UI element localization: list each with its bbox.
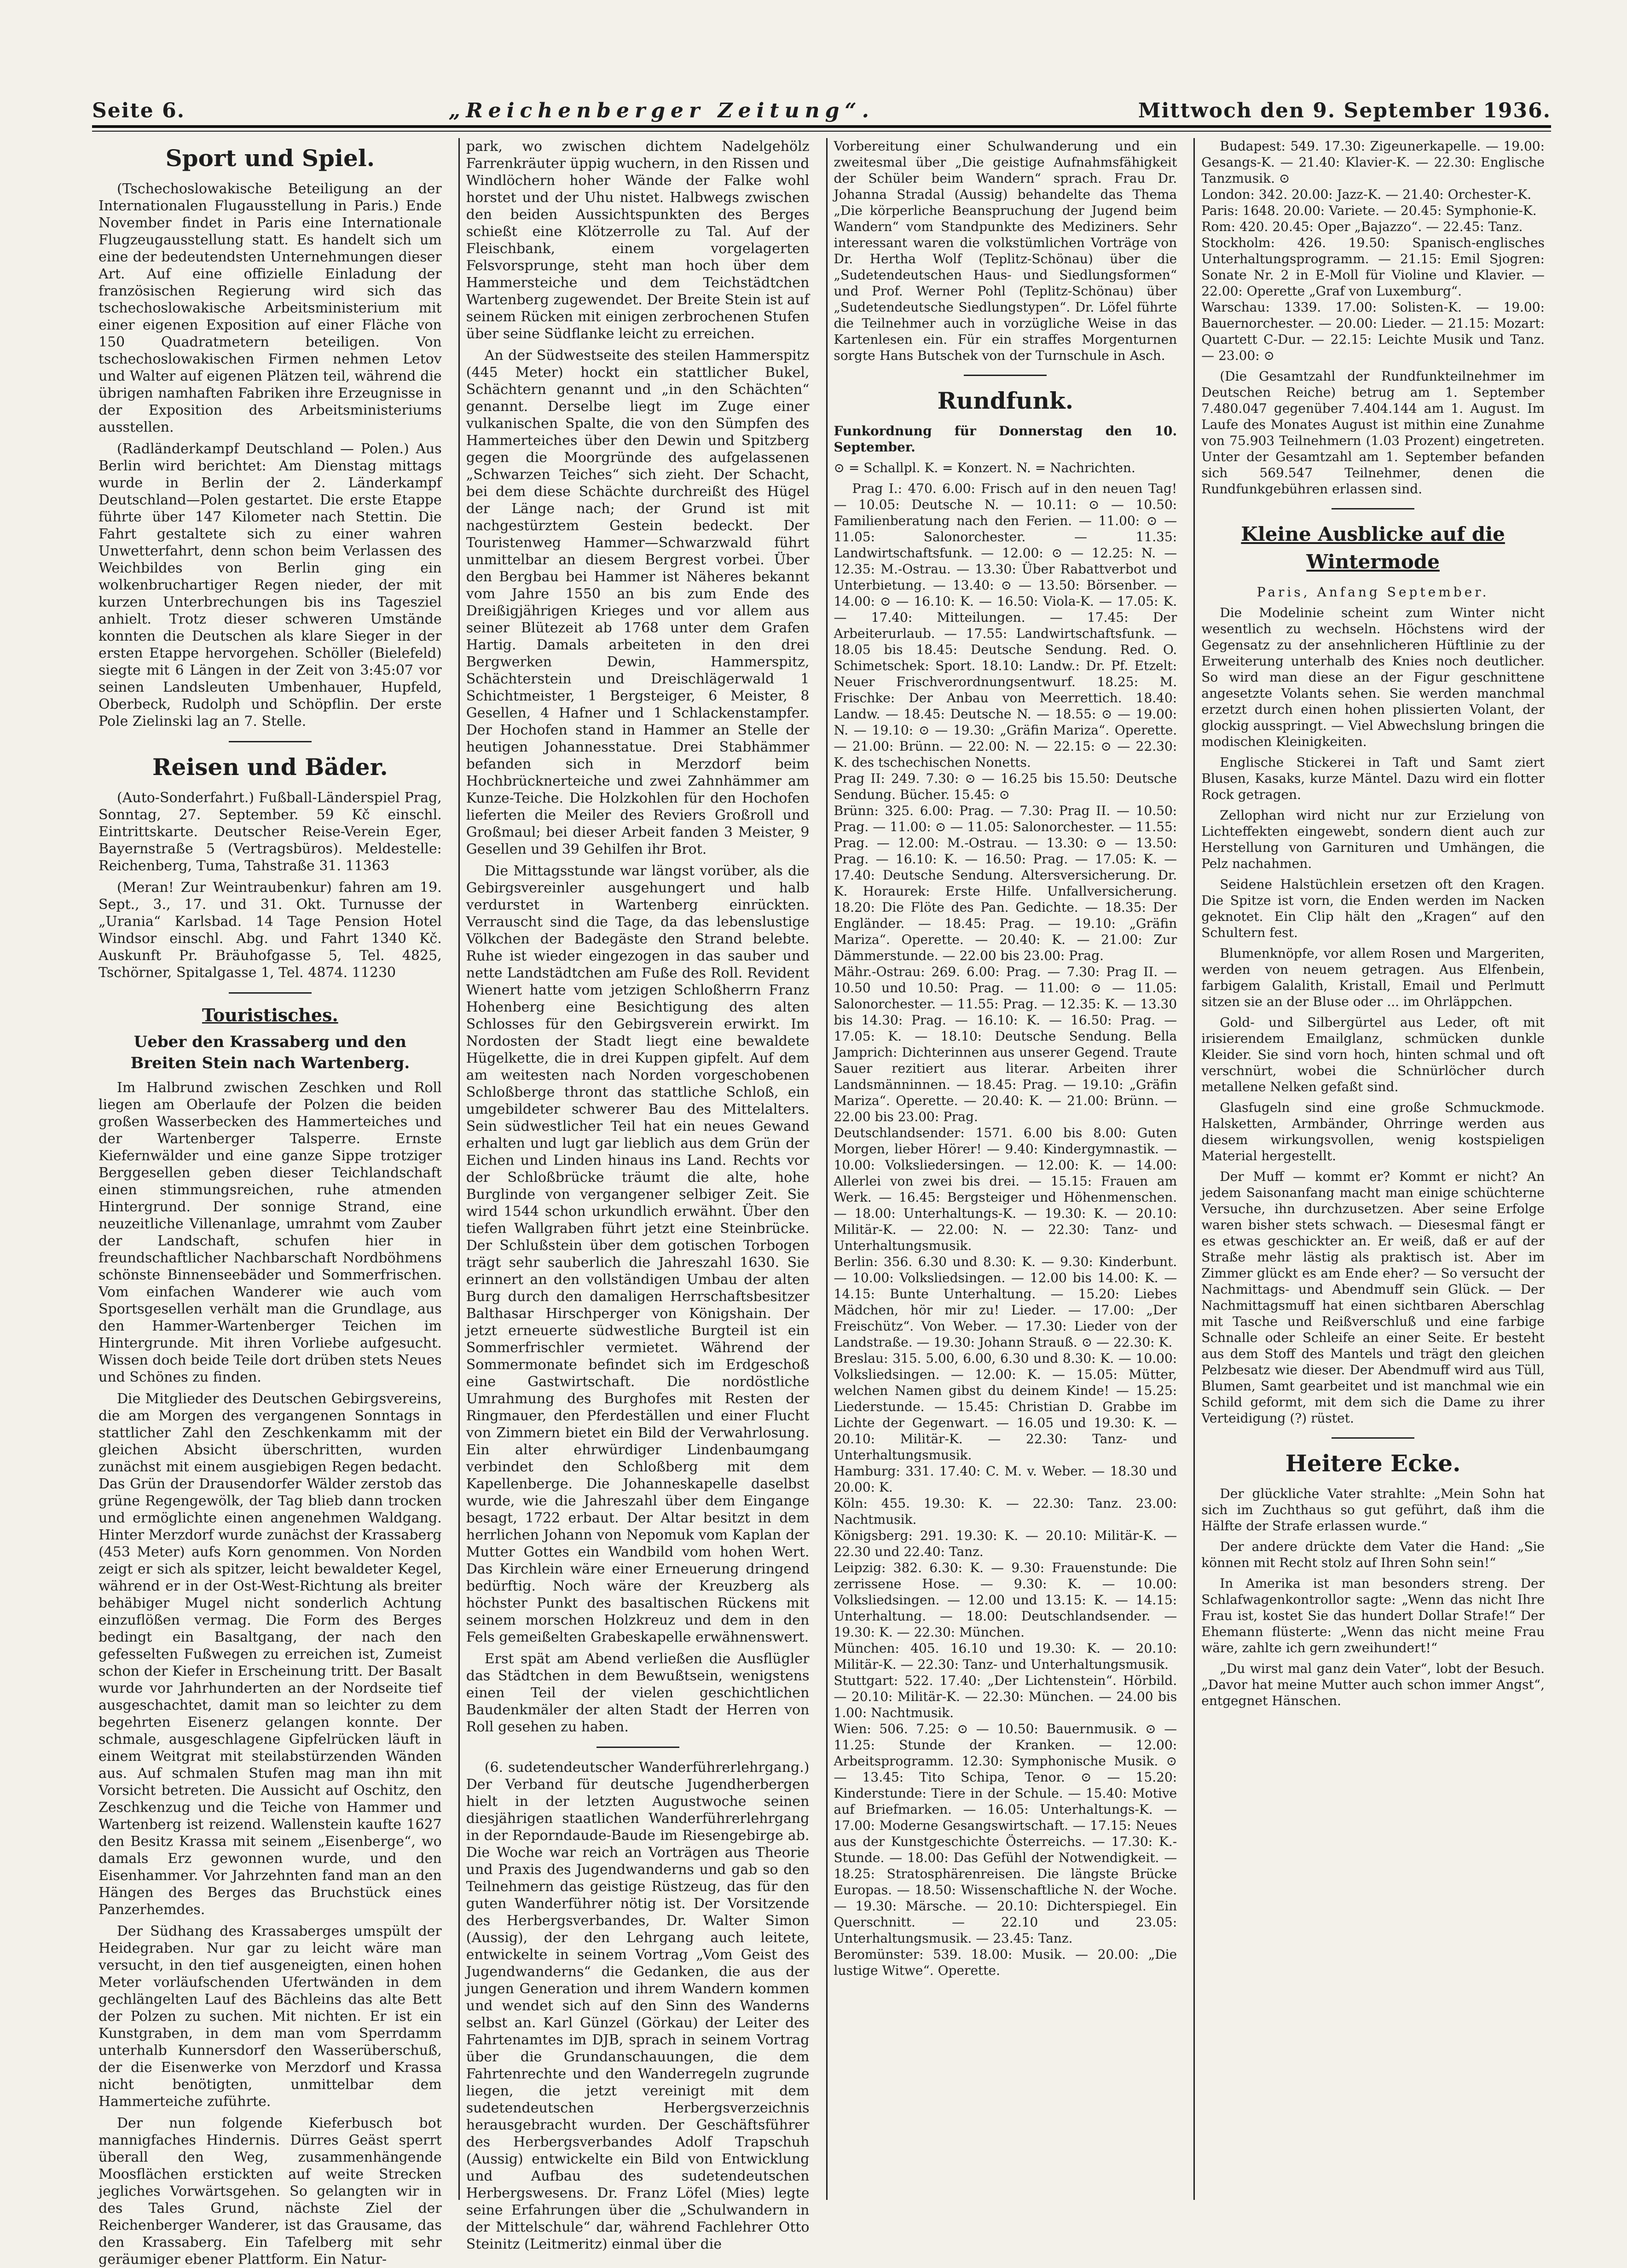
- divider: [1332, 1437, 1414, 1439]
- columns: [92, 138, 1551, 2268]
- article-paragraph: (Auto-Sonderfahrt.) Fußball-Länderspiel Prag, Sonntag, 27. September. 59 Kč einschl. Eintrittskarte. Deutscher Reise-Verein Eger, Bayernstraße 5 (Vertragsbüros). Meldestelle: Reichenberg, Tuma, Tahstraße 31. 11363: [98, 790, 442, 874]
- article-paragraph: Der Muff — kommt er? Kommt er nicht? An jedem Saisonanfang macht man einige schüchterne Versuche, ihn durchzusetzen. Aber seine Erfolge waren bisher stets schwach. — Diesesmal fängt er es etwas geschickter an. Er weiß, daß er auf der Straße mehr lästig als praktisch ist. Aber im Zimmer glückt es am Ende eher? — So versucht der Nachmittags- und Abendmuff sein Glück. — Der Nachmittagsmuff hat einen sichtbaren Aberschlag mit Tasche und Reißverschluß und eine farbige Schnalle oder Schleife an einer Seite. Er besteht aus dem Stoff des Mantels und trägt den gleichen Pelzbesatz wie dieser. Der Abendmuff wird aus Tüll, Blumen, Samt gearbeitet und ist manchmal wie ein Schild geformt, mit dem sich die Dame zu ihrer Verteidigung (?) rüstet.: [1201, 1169, 1545, 1426]
- article-headline: Ueber den Krassaberg und den Breiten Stein nach Wartenberg.: [130, 1033, 410, 1072]
- article-paragraph: Erst spät am Abend verließen die Ausflügler das Städtchen in dem Bewußtsein, wenigstens einen Teil der vielen geschichtlichen Baudenkmäler der alten Stadt der Herren von Roll gesehen zu haben.: [466, 1651, 810, 1735]
- article-paragraph: An der Südwestseite des steilen Hammerspitz (445 Meter) hockt ein stattlicher Bukel, Schächtern genannt und „in den Schächten“ genannt. Derselbe liegt im Zuge einer vulkanischen Spalte, die von den Sümpfen des Hammerteiches über den Dewin und Spitzberg gegen die Moorgründe des aufgelassenen „Schwarzen Teiches“ sich zieht. Der Schacht, bei dem diese Schächte durchreißt des Hügel der Länge nach; der Grund ist mit nachgestürztem Gestein bedeckt. Der Touristenweg Hammer—Schwarzwald führt unmittelbar an diesem Bergrest vorbei. Über den Bergbau bei Hammer ist Näheres bekannt vom Jahre 1550 an bis zum Ende des Dreißigjährigen Krieges und vor allem aus seiner Blütezeit ab 1768 unter dem Grafen Hartig. Damals arbeiteten in den drei Bergwerken Dewin, Hammerspitz, Schächterstein und Dreischlägerwald 1 Schichtmeister, 1 Bergsteiger, 6 Meister, 8 Gesellen, 4 Hafner und 1 Schlackenstampfer. Der Hochofen stand in Hammer an Stelle der heutigen Johannesstatue. Drei Stabhämmer befanden sich in Merzdorf beim Hochbrücknerteiche und zwei Zahnhämmer am Kunze-Teiche. Die Holzkohlen für den Hochofen lieferten die Meiler des Reviers Großroll und Großmaul; bei dieser Arbeit fanden 3 Meister, 9 Gesellen und 39 Gehilfen ihr Brot.: [466, 347, 810, 857]
- column-4: [1193, 138, 1551, 2200]
- dateline: Paris, Anfang September.: [1256, 584, 1489, 600]
- article-paragraph: Vorbereitung einer Schulwanderung und ein zweitesmal über „Die geistige Aufnahmsfähigkeit der Schüler beim Wandern“ sprach. Frau Dr. Johanna Stradal (Aussig) behandelte das Thema „Die körperliche Beanspruchung der Jugend beim Wandern“ vom Standpunkte des Mediziners. Sehr interessant waren die volkstümlichen Vorträge von Dr. Hertha Wolf (Teplitz-Schönau) über die „Sudetendeutschen Haus- und Siedlungsformen“ und Prof. Werner Pohl (Teplitz-Schönau) über „Sudetendeutsche Siedlungstypen“. Dr. Löfel führte die Teilnehmer auch in vorzügliche Weise in das Kartenlesen ein. Für ein straffes Morgenturnen sorgte Hans Butschek von der Turnschule in Asch.: [834, 139, 1177, 363]
- article-paragraph: Der Südhang des Krassaberges umspült der Heidegraben. Nur gar zu leicht wäre man versucht, in den tief ausgeneigten, einen hohen Meter vorläufschenden Ufertwänden in dem gechlängelten Lauf des Bächleins das alte Bett der Polzen zu suchen. Mit nichten. Er ist ein Kunstgraben, in dem man vom Sperrdamm unterhalb Kunnersdorf den Wasserüberschuß, der die Eisenwerke von Merzdorf und Krassa nicht benötigten, unmittelbar dem Hammerteiche zuführte.: [98, 1923, 442, 2110]
- divider: [229, 741, 312, 742]
- article-paragraph: (Radländerkampf Deutschland — Polen.) Aus Berlin wird berichtet: Am Dienstag mittags wurde in Berlin der 2. Länderkampf Deutschland—Polen gestartet. Die erste Etappe führte über 147 Kilometer nach Stettin. Die Fahrt gestaltete sich zu einer wahren Unwetterfahrt, denn schon beim Verlassen des Weichbildes von Berlin ging ein wolkenbruchartiger Regen nieder, der mit kurzen Unterbrechungen bis ins Tagesziel anhielt. Trotz dieser schweren Umstände konnten die Deutschen als klare Sieger in der ersten Etappe hervorgehen. Schöller (Bielefeld) siegte mit 6 Längen in der Zeit von 3:45:07 vor seinen Landsleuten Umbenhauer, Hupfeld, Oberbeck, Rudolph und Schöpflin. Der erste Pole Zielinski lag an 7. Stelle.: [98, 441, 442, 729]
- divider: [596, 1747, 679, 1748]
- column-3: [826, 138, 1184, 2200]
- article-paragraph: (Tschechoslowakische Beteiligung an der Internationalen Flugausstellung in Paris.) Ende November findet in Paris eine Internationale Flugzeugausstellung statt. Es handelt sich um eine der bedeutendsten Unternehmungen dieser Art. Auf eine offizielle Einladung der französischen Regierung wird sich das tschechoslowakische Arbeitsministerium mit einer eigenen Exposition auf einer Fläche von 150 Quadratmetern beteiligen. Von tschechoslowakischen Firmen nehmen Letov und Walter auf eigenen Plätzen teil, während die übrigen namhaften Fabriken ihre Erzeugnisse in der Exposition des Arbeitsministeriums ausstellen.: [98, 181, 442, 435]
- newspaper-title: „Reichenberger Zeitung“.: [448, 99, 874, 122]
- section-title-reisen: Reisen und Bäder.: [152, 753, 388, 781]
- section-title-heitere-ecke: Heitere Ecke.: [1285, 1450, 1461, 1477]
- article-paragraph: Englische Stickerei in Taft und Samt ziert Blusen, Kasaks, kurze Mäntel. Dazu wird ein flotter Rock getragen.: [1201, 755, 1545, 802]
- article-paragraph: Der nun folgende Kieferbusch bot mannigfaches Hindernis. Dürres Geäst sperrt überall den Weg, zusammenhängende Moosflächen erstickten auf weite Strecken jegliches Vorwärtsgehen. So gelangten wir in des Tales Grund, nächste Ziel der Reichenberger Wanderer, ist das Grausame, das den Krassaberg. Ein Tafelberg mit sehr geräumiger ebener Plattform. Ein Natur-: [98, 2115, 442, 2268]
- radio-programs-foreign: Budapest: 549. 17.30: Zigeunerkapelle. — 19.00: Gesangs-K. — 21.40: Klavier-K. — 22.30: Englische Tanzmusik. ⊙ London: 342. 20.00: Jazz-K. — 21.40: Orchester-K. Paris: 1648. 20.00: Variete. — 20.45: Symphonie-K. Rom: 420. 20.45: Oper „Bajazzo“. — 22.45: Tanz. Stockholm: 426. 19.50: Spanisch-englisches Unterhaltungsprogramm. — 21.15: Emil Sjogren: Sonate Nr. 2 in E-Moll für Violine und Klavier. — 22.00: Operette „Graf von Luxemburg“. Warschau: 1339. 17.00: Solisten-K. — 19.00: Bauernorchester. — 20.00: Lieder. — 21.15: Mozart: Quartett C-Dur. — 22.15: Leichte Musik und Tanz. — 23.00: ⊙: [1201, 139, 1545, 363]
- page-header: [92, 90, 1551, 122]
- column-2: [458, 138, 816, 2252]
- joke-paragraph: „Du wirst mal ganz dein Vater“, lobt der Besuch. „Davor hat meine Mutter auch schon immer Angst“, entgegnet Hänschen.: [1201, 1661, 1545, 1708]
- article-paragraph: Die Mitglieder des Deutschen Gebirgsvereins, die am Morgen des vergangenen Sonntags in stattlicher Zahl den Zeschkenkamm mit der gleichen Absicht überschritten, wurden zunächst mit einem ausgiebigen Regen bedacht. Das Grün der Drausendorfer Wälder zerstob das grüne Regengewölk, der Tag blieb dann trocken und ermöglichte einen angenehmen Waldgang. Hinter Merzdorf wurde zunächst der Krassaberg (453 Meter) aufs Korn genommen. Von Norden zeigt er sich als spitzer, leicht bewaldeter Kegel, während er in der Ost-West-Richtung als breiter behäbiger Mugel nicht sonderlich Achtung einzuflößen vermag. Die Form des Berges bedingt ein Basaltgang, der nach den gefesselten Fußwegen zu erreichen ist, Zumeist schon der Kiefer in Erscheinung tritt. Der Basalt wurde vor Jahrhunderten an der Nordseite tief ausgeschachtet, damit man so leichter zu dem begehrten Eisenerz gelangen konnte. Der schmale, ausgeschlagene Gipfelrücken läuft in einem Weitgrat mit steilabstürzenden Wänden aus. Auf schmalen Stufen mag man ihn mit Vorsicht betreten. Die Aussicht auf Oschitz, den Zeschkenzug und die Teiche von Hammer und Wartenberg ist reizend. Wallenstein kaufte 1627 den Besitz Krassa mit seinem „Eisenberge“, wo damals Erz gewonnen wurde, und den Eisenhammer. Vor Jahrzehnten fand man an den Hängen des Berges das Bruchstück eines Panzerhemdes.: [98, 1391, 442, 1918]
- article-paragraph: Blumenknöpfe, vor allem Rosen und Margeriten, werden von neuem getragen. Aus Elfenbein, farbigem Galalith, Kristall, Email und Perlmutt sitzen sie an der Bluse oder ... im Ohrläppchen.: [1201, 946, 1545, 1009]
- joke-paragraph: Der glückliche Vater strahlte: „Mein Sohn hat sich im Zuchthaus so gut geführt, daß ihm die Hälfte der Strafe erlassen wurde.“: [1201, 1486, 1545, 1533]
- article-paragraph: park, wo zwischen dichtem Nadelgehölz Farrenkräuter üppig wuchern, in den Rissen und Windlöchern hoher Wände der Falke wohl horstet und der Uhu nistet. Halbwegs zwischen den beiden Aussichtspunkten des Berges schießt eine Klötzerrolle zu Tal. Auf der Fleischbank, einem vorgelagerten Felsvorsprunge, steht man hoch über dem Hammersteiche und dem Teichstädtchen Wartenberg zugewendet. Der Breite Stein ist auf seinem Rücken mit einigen zerbrochenen Stufen über seine Südflanke leicht zu erreichen.: [466, 139, 810, 342]
- section-title-sport: Sport und Spiel.: [165, 145, 375, 172]
- divider: [229, 992, 312, 994]
- radio-programs: Prag I.: 470. 6.00: Frisch auf in den neuen Tag! — 10.05: Deutsche N. — 10.11: ⊙ — 10.50: Familienberatung nach den Ferien. — 11.00: ⊙ — 11.05: Salonorchester. — 11.35: Landwirtschaftsfunk. — 12.00: ⊙ — 12.25: N. — 12.35: M.-Ostrau. — 13.30: Über Rabattverbot und Unterbietung. — 13.40: ⊙ — 13.50: Börsenber. — 14.00: ⊙ — 16.10: K. — 16.50: Viola-K. — 17.05: K. — 17.40: Mitteilungen. — 17.45: Der Arbeiterurlaub. — 17.55: Landwirtschaftsfunk. — 18.05 bis 18.45: Deutsche Sendung. Red. O. Schimetschek: Sport. 18.10: Landw.: Dr. Pf. Etzelt: Neuer Frischverordnungsentwurf. 18.25: M. Frischke: Der Anbau von Meerrettich. 18.40: Landw. — 18.45: Deutsche N. — 18.55: ⊙ — 19.00: N. — 19.10: ⊙ — 19.30: „Gräfin Mariza“. Operette. — 21.00: Brünn. — 22.00: N. — 22.15: ⊙ — 22.30: K. des tschechischen Nonetts. Prag II: 249. 7.30: ⊙ — 16.25 bis 15.50: Deutsche Sendung. Bücher. 15.45: ⊙ Brünn: 325. 6.00: Prag. — 7.30: Prag II. — 10.50: Prag. — 11.00: ⊙ — 11.05: Salonorchester. — 11.55: Prag. — 12.00: M.-Ostrau. — 13.30: ⊙ — 13.50: Prag. — 16.10: K. — 16.50: Prag. — 17.05: K. — 17.40: Deutsche Sendung. Altersversicherung. Dr. K. Horaurek: Erste Hilfe. Unfallversicherung. 18.20: Die Flöte des Pan. Gedichte. — 18.35: Der Engländer. — 18.45: Prag. — 19.10: „Gräfin Mariza“. Operette. — 20.40: K. — 21.00: Zur Dämmerstunde. — 22.00 bis 23.00: Prag. Mähr.-Ostrau: 269. 6.00: Prag. — 7.30: Prag II. — 10.50 und 10.50: Prag. — 11.00: ⊙ — 11.05: Salonorchester. — 11.55: Prag. — 12.35: K. — 13.30 bis 14.30: Prag. — 16.10: K. — 16.50: Prag. — 17.05: K. — 18.10: Deutsche Sendung. Bella Jamprich: Dichterinnen aus unserer Gegend. Traute Sauer rezitiert aus literar. Arbeiten ihrer Landsmänninnen. — 18.45: Prag. — 19.10: „Gräfin Mariza“. Operette. — 20.40: K. — 21.00: Brünn. — 22.00 bis 23.00: Prag. Deutschlandsender: 1571. 6.00 bis 8.00: Guten Morgen, lieber Hörer! — 9.40: Kindergymnastik. — 10.00: Volksliedersingen. — 12.00: K. — 14.00: Allerlei von zwei bis drei. — 15.15: Frauen am Werk. — 16.45: Bergsteiger und Höhenmenschen. — 18.00: Unterhaltungs-K. — 19.30: K. — 20.10: Militär-K. — 22.00: N. — 22.30: Tanz- und Unterhaltungsmusik. Berlin: 356. 6.30 und 8.30: K. — 9.30: Kinderbunt. — 10.00: Volksliedsingen. — 12.00 bis 14.00: K. — 14.15: Bunte Unterhaltung. — 15.20: Liebes Mädchen, hör mir zu! Lieder. — 17.00: „Der Freischütz“. Von Weber. — 17.30: Lieder von der Landstraße. — 19.30: Johann Strauß. ⊙ — 22.30: K. Breslau: 315. 5.00, 6.00, 6.30 und 8.30: K. — 10.00: Volksliedsingen. — 12.00: K. — 15.05: Mütter, welchen Namen gibst du deinem Kinde! — 15.25: Liederstunde. — 15.45: Christian D. Grabbe im Lichte der Gegenwart. — 16.05 und 19.30: K. — 20.10: Militär-K. — 22.30: Tanz- und Unterhaltungsmusik. Hamburg: 331. 17.40: C. M. v. Weber. — 18.30 und 20.00: K. Köln: 455. 19.30: K. — 22.30: Tanz. 23.00: Nachtmusik. Königsberg: 291. 19.30: K. — 20.10: Militär-K. — 22.30 und 22.40: Tanz. Leipzig: 382. 6.30: K. — 9.30: Frauenstunde: Die zerrissene Hose. — 9.30: K. — 10.00: Volksliedsingen. — 12.00 und 13.15: K. — 14.15: Unterhaltung. — 18.00: Deutschlandsender. — 19.30: K. — 22.30: München. München: 405. 16.10 und 19.30: K. — 20.10: Militär-K. — 22.30: Tanz- und Unterhaltungsmusik. Stuttgart: 522. 17.40: „Der Lichtenstein“. Hörbild. — 20.10: Militär-K. — 22.30: München. — 24.00 bis 1.00: Nachtmusik. Wien: 506. 7.25: ⊙ — 10.50: Bauernmusik. ⊙ — 11.25: Stunde der Kranken. — 12.00: Arbeitsprogramm. 12.30: Symphonische Musik. ⊙ — 13.45: Tito Schipa, Tenor. ⊙ — 15.20: Kinderstunde: Tiere in der Schule. — 15.40: Motive auf Briefmarken. — 16.05: Unterhaltungs-K. — 17.00: Moderne Gesangswirtschaft. — 17.15: Neues aus der Kunstgeschichte Österreichs. — 17.30: K.-Stunde. — 18.00: Das Gefühl der Notwendigkeit. — 18.25: Stratosphärenreisen. Die längste Brücke Europas. — 18.50: Wissenschaftliche N. der Woche. — 19.30: Märsche. — 20.10: Dichterspiegel. Ein Querschnitt. — 22.10 und 23.05: Unterhaltungsmusik. — 23.45: Tanz. Beromünster: 539. 18.00: Musik. — 20.00: „Die lustige Witwe“. Operette.: [834, 481, 1177, 1978]
- article-paragraph: Glasfugeln sind eine große Schmuckmode. Halsketten, Armbänder, Ohrringe werden aus diesem wirkungsvollen, wenig kostspieligen Material hergestellt.: [1201, 1100, 1545, 1163]
- article-paragraph: (Meran! Zur Weintraubenkur) fahren am 19. Sept., 3., 17. und 31. Okt. Turnusse der „Urania“ Karlsbad. 14 Tage Pension Hotel Windsor einschl. Abg. und Fahrt 1340 Kč. Auskunft Pr. Bräuhofgasse 5, Tel. 4825, Tschörner, Spitalgasse 1, Tel. 4874. 11230: [98, 879, 442, 981]
- article-paragraph: Im Halbrund zwischen Zeschken und Roll liegen am Oberlaufe der Polzen die beiden großen Wasserbecken des Hammerteiches und der Wartenberger Talsperre. Ernste Kiefernwälder und eine ganze Sippe trotziger Berggesellen geben dieser Teichlandschaft einen stimmungsreichen, ruhe atmenden Hintergrund. Der sonnige Strand, eine neuzeitliche Villenanlage, umrahmt vom Zauber der Landschaft, schufen hier in freundschaftlicher Nachbarschaft Nordböhmens schönste Binnenseebäder und Sommerfrischen. Vom einfachen Wanderer wie auch vom Sportsgesellen verhält man die Grundlage, aus den Hammer-Wartenberger Teichen im Hintergrunde. Mit ihren Vorliebe aufgesucht. Wissen doch beide Teile dort drüben stets Neues und Schönes zu finden.: [98, 1080, 442, 1385]
- article-paragraph: (6. sudetendeutscher Wanderführerlehrgang.) Der Verband für deutsche Jugendherbergen hielt in der letzten Augustwoche seinen diesjährigen staatlichen Wanderführerlehrgang in der Reporndaude-Baude im Riesengebirge ab. Die Woche war reich an Vorträgen aus Theorie und Praxis des Jugendwanderns und gab so den Teilnehmern das geistige Rüstzeug, das für den guten Wanderführer nötig ist. Der Vorsitzende des Herbergsverbandes, Dr. Walter Simon (Aussig), der den Lehrgang auch leitete, entwickelte in seinem Vortrag „Vom Geist des Jugendwanderns“ die Gedanken, die aus der jungen Generation und ihrem Wandern kommen und wendet sich auf den Sinn des Wanderns selbst an. Karl Günzel (Görkau) der Leiter des Fahrtenamtes im DJB, sprach in seinem Vortrag über die Grundanschauungen, die dem Fahrtenrechte und den Wanderregeln zugrunde liegen, die jetzt vereinigt mit dem sudetendeutschen Herbergsverzeichnis herausgebracht wurden. Der Geschäftsführer des Herbergsverbandes Adolf Trapschuh (Aussig) entwickelte ein Bild von Entwicklung und Aufbau des sudetendeutschen Herbergswesens. Dr. Franz Löfel (Mies) legte seine Erfahrungen über die „Schulwandern in der Mittelschule“ dar, während Fachlehrer Otto Steinitz (Leitmeritz) einmal über die: [466, 1759, 810, 2252]
- column-1: [92, 138, 448, 2268]
- divider: [1332, 508, 1414, 509]
- section-title-rundfunk: Rundfunk.: [937, 387, 1074, 414]
- page-number: Seite 6.: [92, 99, 185, 122]
- joke-paragraph: In Amerika ist man besonders streng. Der Schlafwagenkontrollor sagte: „Wenn das nicht Ihre Frau ist, kostet Sie das hundert Dollar Strafe!“ Der Ehemann flüsterte: „Wenn das nicht meine Frau wäre, zahlte ich gern zweihundert!“: [1201, 1576, 1545, 1655]
- divider: [964, 375, 1047, 376]
- section-title-wintermode: Kleine Ausblicke auf die Wintermode: [1241, 523, 1505, 573]
- section-title-touristisches: Touristisches.: [202, 1005, 338, 1025]
- joke-paragraph: Der andere drückte dem Vater die Hand: „Sie können mit Recht stolz auf Ihren Sohn sein!“: [1201, 1539, 1545, 1570]
- article-paragraph: (Die Gesamtzahl der Rundfunkteilnehmer im Deutschen Reiche) betrug am 1. September 7.480.047 gegenüber 7.404.144 am 1. August. Im Laufe des Monates August ist mithin eine Zunahme von 75.903 Teilnehmern (1.03 Prozent) eingetreten. Unter der Gesamtzahl am 1. September befanden sich 569.547 Teilnehmer, denen die Rundfunkgebühren erlassen sind.: [1201, 369, 1545, 497]
- article-paragraph: Die Modelinie scheint zum Winter nicht wesentlich zu wechseln. Höchstens wird der Gegensatz zu der ansehnlicheren Hüftlinie zu der Erweiterung unterhalb des Knies noch deutlicher. So wird man diese an der Figur geschnittene angesetzte Volants sehen. Sie werden manchmal erzetzt durch einen hohen plissierten Volant, der glockig ausspringt. — Viel Abwechslung bringen die modischen Kleinigkeiten.: [1201, 605, 1545, 749]
- article-paragraph: Gold- und Silbergürtel aus Leder, oft mit irisierendem Emailglanz, schmücken dunkle Kleider. Sie sind vorn hoch, hinten schmal und oft verschnürt, wobei die Schnürlöcher durch metallene Nelken gefaßt sind.: [1201, 1015, 1545, 1094]
- radio-schedule-heading: Funkordnung für Donnerstag den 10. September.: [834, 423, 1177, 455]
- issue-date: Mittwoch den 9. September 1936.: [1138, 99, 1551, 122]
- article-paragraph: Die Mittagsstunde war längst vorüber, als die Gebirgsvereinler ausgehungert und halb verdurstet in Wartenberg einrückten. Verrauscht sind die Tage, da das lebenslustige Völkchen der Badegäste den Strand belebte. Ruhe ist wieder eingezogen in das sauber und nette Landstädtchen am Fuße des Roll. Revident Wienert hatte vom jetzigen Schloßherrn Franz Hohenberg eine Besichtigung des alten Schlosses für den Gebirgsverein erwirkt. Im Nordosten der Stadt liegt eine bewaldete Hügelkette, die in drei Kuppen gipfelt. Auf dem am weitesten nach Norden vorgeschobenen Schloßberge thront das stattliche Schloß, ein umgebildeter schwerer Bau des Mittelalters. Sein südwestlicher Teil hat ein neues Gewand erhalten und lugt gar lieblich aus dem Grün der Eichen und Linden hinaus ins Land. Rechts vor der Schloßbrücke träumt die alte, hohe Burglinde von vergangener selbiger Zeit. Sie wird 1544 schon urkundlich erwähnt. Über den tiefen Wallgraben führt jetzt eine Steinbrücke. Der Schlußstein über dem gotischen Torbogen trägt sehr sauberlich die Jahreszahl 1630. Sie erinnert an den vollständigen Umbau der alten Burg durch den damaligen Herrschaftsbesitzer Balthasar Hirschperger von Königshain. Der jetzt erneuerte südwestliche Burgteil ist ein Sommerfrischler vermietet. Während der Sommermonate befindet sich im Erdgeschoß eine Gastwirtschaft. Die nordöstliche Umrahmung des Burghofes mit Resten der Ringmauer, den Pferdeställen und einer Flucht von Zimmern bietet ein Bild der Verwahrlosung. Ein alter ehrwürdiger Lindenbaumgang verbindet den Schloßberg mit dem Kapellenberge. Die Johanneskapelle daselbst wurde, wie die Jahreszahl über dem Eingange besagt, 1722 erbaut. Der Altar besitzt in dem herrlichen Johann von Nepomuk vom Kaplan der Mutter Gottes ein Wandbild vom hohen Wert. Das Kirchlein wäre einer Erneuerung dringend bedürftig. Noch wäre der Kreuzberg als höchster Punkt des basaltischen Rückens mit seinem morschen Holzkreuz und dem in den Fels gemeißelten Grabeskapelle erwähnenswert.: [466, 863, 810, 1645]
- header-rule: [92, 125, 1551, 128]
- article-paragraph: Seidene Halstüchlein ersetzen oft den Kragen. Die Spitze ist vorn, die Enden werden im Nacken geknotet. Ein Clip hält den „Kragen“ auf den Schultern fest.: [1201, 877, 1545, 940]
- radio-legend: ⊙ = Schallpl. K. = Konzert. N. = Nachrichten.: [834, 460, 1135, 475]
- header-rule-thin: [92, 131, 1551, 132]
- article-paragraph: Zellophan wird nicht nur zur Erzielung von Lichteffekten eingewebt, sondern dient auch zur Herstellung von Garnituren und Umhängen, die Pelz nachahmen.: [1201, 808, 1545, 871]
